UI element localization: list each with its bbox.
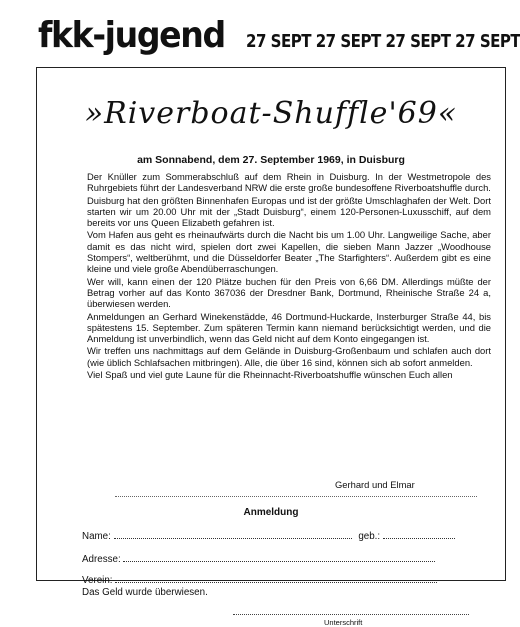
paragraph: Duisburg hat den größten Binnenhafen Europas und ist der größte Umschlaghafen der Welt. Dort starten wir um 20.00 Uhr mit der „Stadt Duisburg“, einem 120-Personen-Luxusschiff, auf dem bereits vor uns Queen Elizabeth gefahren ist. [87,194,491,229]
name-field[interactable] [114,530,352,539]
paragraph: Vom Hafen aus geht es rheinaufwärts durch die Nacht bis um 1.00 Uhr. Langweilige Sache, aber damit es das nicht wird, spielen dort zwei Kapellen, die sieben Mann Jazzer „Woodhouse Stompers“, weltberühmt, und die Düsseldorfer Beater „The Starfighters“. Außerdem gibt es eine kleine und viele große Abendüberraschungen. [87,229,491,275]
club-label: Verein: [82,575,113,586]
club-field[interactable] [115,574,437,583]
paragraph: Wer will, kann einen der 120 Plätze buchen für den Preis von 6,66 DM. Allerdings müßte der Betrag vorher auf das Konto 367036 der Dresdner Bank, Dortmund, Rheinische Straße 24 a, überwiesen werden. [87,275,491,310]
paragraph: Anmeldungen an Gerhard Winekenstädde, 46 Dortmund-Huckarde, Insterburger Straße 44, bis spätestens 15. September. Zum späteren Termin kann niemand berücksichtigt werden, und die Anmeldung ist unverbindlich, wenn das Geld nicht auf dem Konto eingegangen ist. [87,310,491,345]
club-row [82,574,437,586]
form-title: Anmeldung [243,507,299,518]
divider [115,496,477,497]
event-subtitle: am Sonnabend, dem 27. September 1969, in Duisburg [137,154,405,166]
header-date: 27 SEPT [315,32,381,52]
name-row [82,530,455,542]
paragraph: Viel Spaß und viel gute Laune für die Rheinnacht-Riverboatshuffle wünschen Euch allen [87,369,453,381]
address-row [82,553,435,565]
born-field[interactable] [383,530,455,539]
signature-label: Unterschrift [324,618,363,627]
paragraph: Der Knüller zum Sommerabschluß auf dem Rhein in Duisburg. In der Westmetropole des Ruhrgebiets führt der Landesverband NRW die erste große bundesoffene Riverboatshuffle durch. [87,171,491,194]
signature-line[interactable] [233,614,469,615]
announcement-body [87,171,491,381]
address-label: Adresse: [82,554,121,565]
header-dates [246,32,520,52]
announcement-box [36,67,506,627]
header-date: 27 SEPT [455,32,520,52]
signature: Gerhard und Elmar [335,479,415,490]
paid-note: Das Geld wurde überwiesen. [82,587,208,598]
born-label: geb.: [358,531,381,542]
header-date: 27 SEPT [385,32,451,52]
name-label: Name: [82,531,111,542]
header-date: 27 SEPT [246,32,311,52]
address-field[interactable] [123,553,435,562]
paragraph: Wir treffen uns nachmittags auf dem Gelände in Duisburg-Großenbaum und schlafen auch dort (wie üblich Schlafsachen mitbringen). Alle, die über 16 sind, können sich ab sofort anmelden. [87,345,491,368]
event-title: »Riverboat-Shuffle'69« [84,96,458,131]
magazine-title: fkk-jugend [38,15,225,56]
